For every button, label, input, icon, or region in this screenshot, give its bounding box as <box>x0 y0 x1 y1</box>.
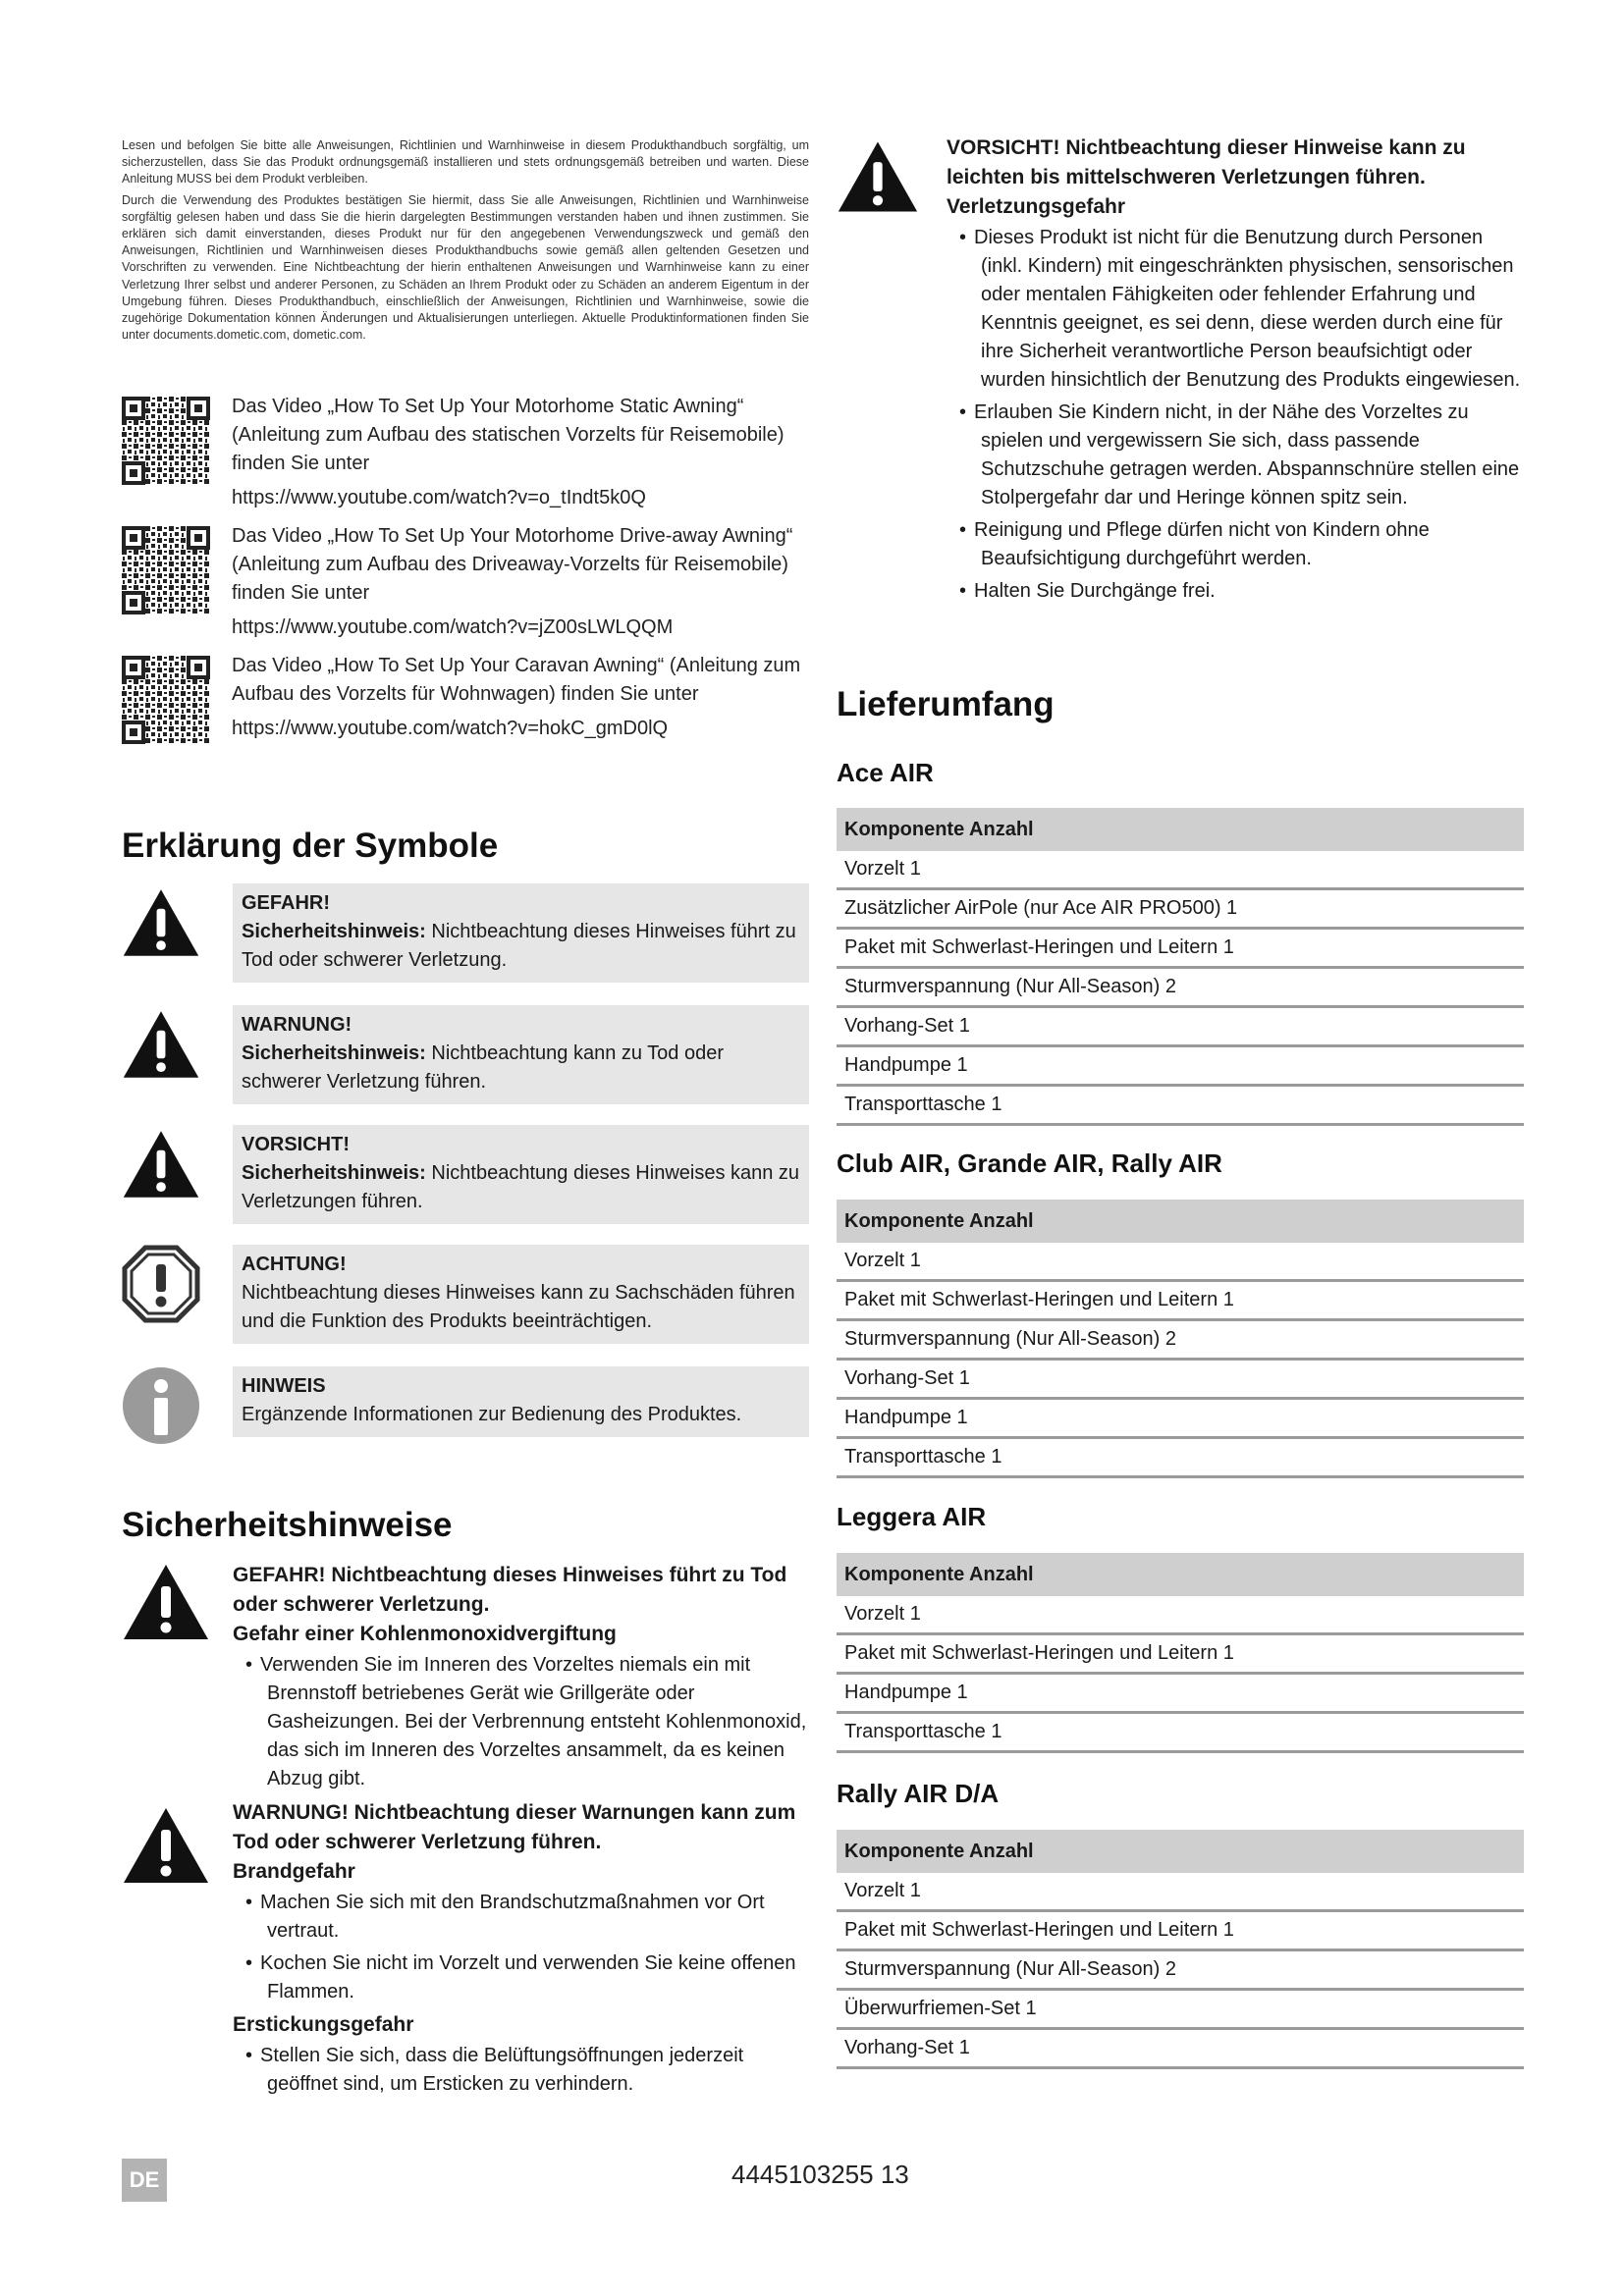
scope-table-club-grande-rally <box>837 1200 1524 1478</box>
table-row: Sturmverspannung (Nur All-Season) 2 <box>837 968 1524 1007</box>
symbol-caution-label: Sicherheitshinweis: <box>242 1162 426 1184</box>
symbol-danger <box>122 883 809 983</box>
symbols-heading: Erklärung der Symbole <box>122 827 499 865</box>
scope-table-1-title: Ace AIR <box>837 758 934 787</box>
symbol-caution-text: Nichtbeachtung dieses Hinweises kann zu Verletzungen führen. <box>242 1162 800 1212</box>
video-3 <box>122 652 809 743</box>
safety-warning <box>122 1798 809 2103</box>
symbol-info-text: Ergänzende Informationen zur Bedienung des Produktes. <box>242 1404 742 1425</box>
symbol-notice-text: Nichtbeachtung dieses Hinweises kann zu Sachschäden führen und die Funktion des Produkts beeinträchtigen. <box>242 1282 795 1332</box>
language-badge: DE <box>122 2159 167 2202</box>
video-3-text: Das Video „How To Set Up Your Caravan Awning“ (Anleitung zum Aufbau des Vorzelts für Wohnwagen) finden Sie unter <box>232 655 801 705</box>
table-row: Vorhang-Set 1 <box>837 1007 1524 1046</box>
safety-warning-bullet: • Machen Sie sich mit den Brandschutzmaßnahmen vor Ort vertraut. <box>233 1889 809 1946</box>
table-row: Paket mit Schwerlast-Heringen und Leitern 1 <box>837 929 1524 968</box>
scope-table-leggera-air <box>837 1553 1524 1753</box>
qr-code-icon <box>122 656 210 744</box>
warning-triangle-icon <box>122 1005 200 1084</box>
info-icon <box>122 1366 200 1445</box>
video-2 <box>122 522 809 642</box>
symbol-warning-text: Nichtbeachtung kann zu Tod oder schwerer Verletzung führen. <box>242 1042 725 1093</box>
table-row: Vorhang-Set 1 <box>837 2029 1524 2068</box>
table-row: Sturmverspannung (Nur All-Season) 2 <box>837 1950 1524 1990</box>
intro-paragraph-1: Lesen und befolgen Sie bitte alle Anweisungen, Richtlinien und Warnhinweise in diesem Produkthandbuch sorgfältig, um sicherzustellen, dass Sie das Produkt ordnungsgemäß installieren und stets ordnungsgemäß betreiben und warten. Diese Anleitung MUSS bei dem Produkt verbleiben. <box>122 138 809 187</box>
scope-table-3-title: Leggera AIR <box>837 1502 987 1531</box>
symbol-warning-title: WARNUNG! <box>242 1014 352 1036</box>
table-row: Handpumpe 1 <box>837 1046 1524 1086</box>
intro-text <box>122 137 809 347</box>
video-1-text: Das Video „How To Set Up Your Motorhome Static Awning“ (Anleitung zum Aufbau des statischen Vorzelts für Reisemobile) finden Sie unter <box>232 396 785 474</box>
symbol-info <box>122 1366 809 1437</box>
symbol-warning-label: Sicherheitshinweis: <box>242 1042 426 1064</box>
table-row: Handpumpe 1 <box>837 1674 1524 1713</box>
table-row: Vorhang-Set 1 <box>837 1360 1524 1399</box>
safety-caution-bullet: • Dieses Produkt ist nicht für die Benutzung durch Personen (inkl. Kindern) mit eingeschränkten physischen, sensorischen oder mentalen Fähigkeiten oder fehlender Erfahrung und Kenntnis geeignet, es sei denn, diese werden durch eine für ihre Sicherheit verantwortliche Person beaufsichtigt oder wurden hinsichtlich der Benutzung des Produkts eingewiesen. <box>947 224 1524 395</box>
video-2-link[interactable]: https://www.youtube.com/watch?v=jZ00sLWLQQM <box>232 616 674 638</box>
warning-triangle-icon <box>122 1125 200 1203</box>
safety-caution <box>837 133 1524 610</box>
safety-warning-sub-suffocation: Erstickungsgefahr <box>233 2013 414 2036</box>
exclamation-octagon-icon <box>122 1245 200 1323</box>
symbol-notice <box>122 1245 809 1344</box>
safety-caution-head: VORSICHT! Nichtbeachtung dieser Hinweise kann zu leichten bis mittelschweren Verletzungen führen. <box>947 136 1466 188</box>
table-row: Paket mit Schwerlast-Heringen und Leitern 1 <box>837 1281 1524 1320</box>
safety-warning-sub-fire: Brandgefahr <box>233 1860 355 1883</box>
qr-code-icon <box>122 526 210 614</box>
scope-table-4-title: Rally AIR D/A <box>837 1779 1000 1808</box>
intro-paragraph-2: Durch die Verwendung des Produktes bestätigen Sie hiermit, dass Sie alle Anweisungen, Richtlinien und Warnhinweise sorgfältig gelesen haben und dass Sie die hierin dargelegten Bestimmungen verstanden haben und ihnen zustimmen. Sie erklären sich damit einverstanden, dieses Produkt nur für den angegebenen Verwendungszweck und gemäß den Anweisungen, Richtlinien und Warnhinweisen dieses Produkthandbuchs sowie gemäß allen geltenden Gesetzen und Vorschriften zu verwenden. Eine Nichtbeachtung der hierin enthaltenen Anweisungen und Warnhinweise kann zu einer Verletzung Ihrer selbst und anderer Personen, zu Schäden an Ihrem Produkt oder zu Schäden an anderem Eigentum in der Umgebung führen. Dieses Produkthandbuch, einschließlich der Anweisungen, Richtlinien und Warnhinweise, sowie die zugehörige Dokumentation können Änderungen und Aktualisierungen unterliegen. Aktuelle Produktinformationen finden Sie unter documents.dometic.com, dometic.com. <box>122 192 809 343</box>
scope-heading: Lieferumfang <box>837 685 1055 723</box>
table-header: Komponente Anzahl <box>837 1553 1524 1596</box>
safety-caution-bullet: • Erlauben Sie Kindern nicht, in der Nähe des Vorzeltes zu spielen und vergewissern Sie sich, dass passende Schutzschuhe getragen werden. Abspannschnüre stellen eine Stolpergefahr dar und Heringe können spitz sein. <box>947 399 1524 512</box>
symbol-warning <box>122 1005 809 1104</box>
symbol-info-title: HINWEIS <box>242 1375 326 1397</box>
symbol-danger-text: Nichtbeachtung dieses Hinweises führt zu Tod oder schwerer Verletzung. <box>242 921 796 971</box>
table-header: Komponente Anzahl <box>837 808 1524 851</box>
safety-warning-bullet: • Kochen Sie nicht im Vorzelt und verwenden Sie keine offenen Flammen. <box>233 1949 809 2006</box>
warning-triangle-icon <box>122 1561 210 1643</box>
table-row: Vorzelt 1 <box>837 1243 1524 1281</box>
video-2-text: Das Video „How To Set Up Your Motorhome Drive-away Awning“ (Anleitung zum Aufbau des Driveaway-Vorzelts für Reisemobile) finden Sie unter <box>232 525 793 604</box>
safety-heading: Sicherheitshinweise <box>122 1506 453 1544</box>
video-1 <box>122 393 809 512</box>
symbol-danger-label: Sicherheitshinweis: <box>242 921 426 942</box>
table-row: Handpumpe 1 <box>837 1399 1524 1438</box>
safety-caution-sub: Verletzungsgefahr <box>947 195 1126 218</box>
symbol-danger-title: GEFAHR! <box>242 892 330 914</box>
safety-warning-head: WARNUNG! Nichtbeachtung dieser Warnungen kann zum Tod oder schwerer Verletzung führen. <box>233 1801 796 1853</box>
table-row: Vorzelt 1 <box>837 1596 1524 1634</box>
table-row: Vorzelt 1 <box>837 1873 1524 1911</box>
symbol-caution-title: VORSICHT! <box>242 1134 350 1155</box>
scope-table-2-title: Club AIR, Grande AIR, Rally AIR <box>837 1148 1222 1178</box>
table-header: Komponente Anzahl <box>837 1830 1524 1873</box>
video-3-link[interactable]: https://www.youtube.com/watch?v=hokC_gmD0lQ <box>232 718 669 739</box>
warning-triangle-icon <box>122 1804 210 1887</box>
symbol-caution <box>122 1125 809 1224</box>
table-row: Vorzelt 1 <box>837 851 1524 889</box>
safety-warning-bullet: • Stellen Sie sich, dass die Belüftungsöffnungen jederzeit geöffnet sind, um Ersticken zu verhindern. <box>233 2042 809 2099</box>
warning-triangle-icon <box>122 883 200 962</box>
safety-danger-sub: Gefahr einer Kohlenmonoxidvergiftung <box>233 1623 617 1645</box>
scope-table-ace-air <box>837 808 1524 1126</box>
table-row: Zusätzlicher AirPole (nur Ace AIR PRO500) 1 <box>837 889 1524 929</box>
page-number: 4445103255 13 <box>731 2160 909 2189</box>
safety-caution-bullet: • Reinigung und Pflege dürfen nicht von Kindern ohne Beaufsichtigung durchgeführt werden. <box>947 516 1524 573</box>
safety-danger <box>122 1561 809 1797</box>
table-row: Sturmverspannung (Nur All-Season) 2 <box>837 1320 1524 1360</box>
table-row: Transporttasche 1 <box>837 1438 1524 1477</box>
scope-table-rally-air-da <box>837 1830 1524 2069</box>
warning-triangle-icon <box>837 137 919 216</box>
table-row: Paket mit Schwerlast-Heringen und Leitern 1 <box>837 1634 1524 1674</box>
table-header: Komponente Anzahl <box>837 1200 1524 1243</box>
safety-caution-bullet: • Halten Sie Durchgänge frei. <box>947 577 1524 606</box>
safety-danger-bullet: • Verwenden Sie im Inneren des Vorzeltes niemals ein mit Brennstoff betriebenes Gerät wie Grillgeräte oder Gasheizungen. Bei der Verbrennung entsteht Kohlenmonoxid, das sich im Inneren des Vorzeltes ansammelt, da es keinen Abzug gibt. <box>233 1651 809 1793</box>
qr-code-icon <box>122 397 210 485</box>
safety-danger-head: GEFAHR! Nichtbeachtung dieses Hinweises führt zu Tod oder schwerer Verletzung. <box>233 1564 787 1616</box>
symbol-notice-title: ACHTUNG! <box>242 1254 347 1275</box>
table-row: Paket mit Schwerlast-Heringen und Leitern 1 <box>837 1911 1524 1950</box>
table-row: Transporttasche 1 <box>837 1086 1524 1125</box>
table-row: Überwurfriemen-Set 1 <box>837 1990 1524 2029</box>
table-row: Transporttasche 1 <box>837 1713 1524 1752</box>
video-1-link[interactable]: https://www.youtube.com/watch?v=o_tIndt5k0Q <box>232 487 646 508</box>
